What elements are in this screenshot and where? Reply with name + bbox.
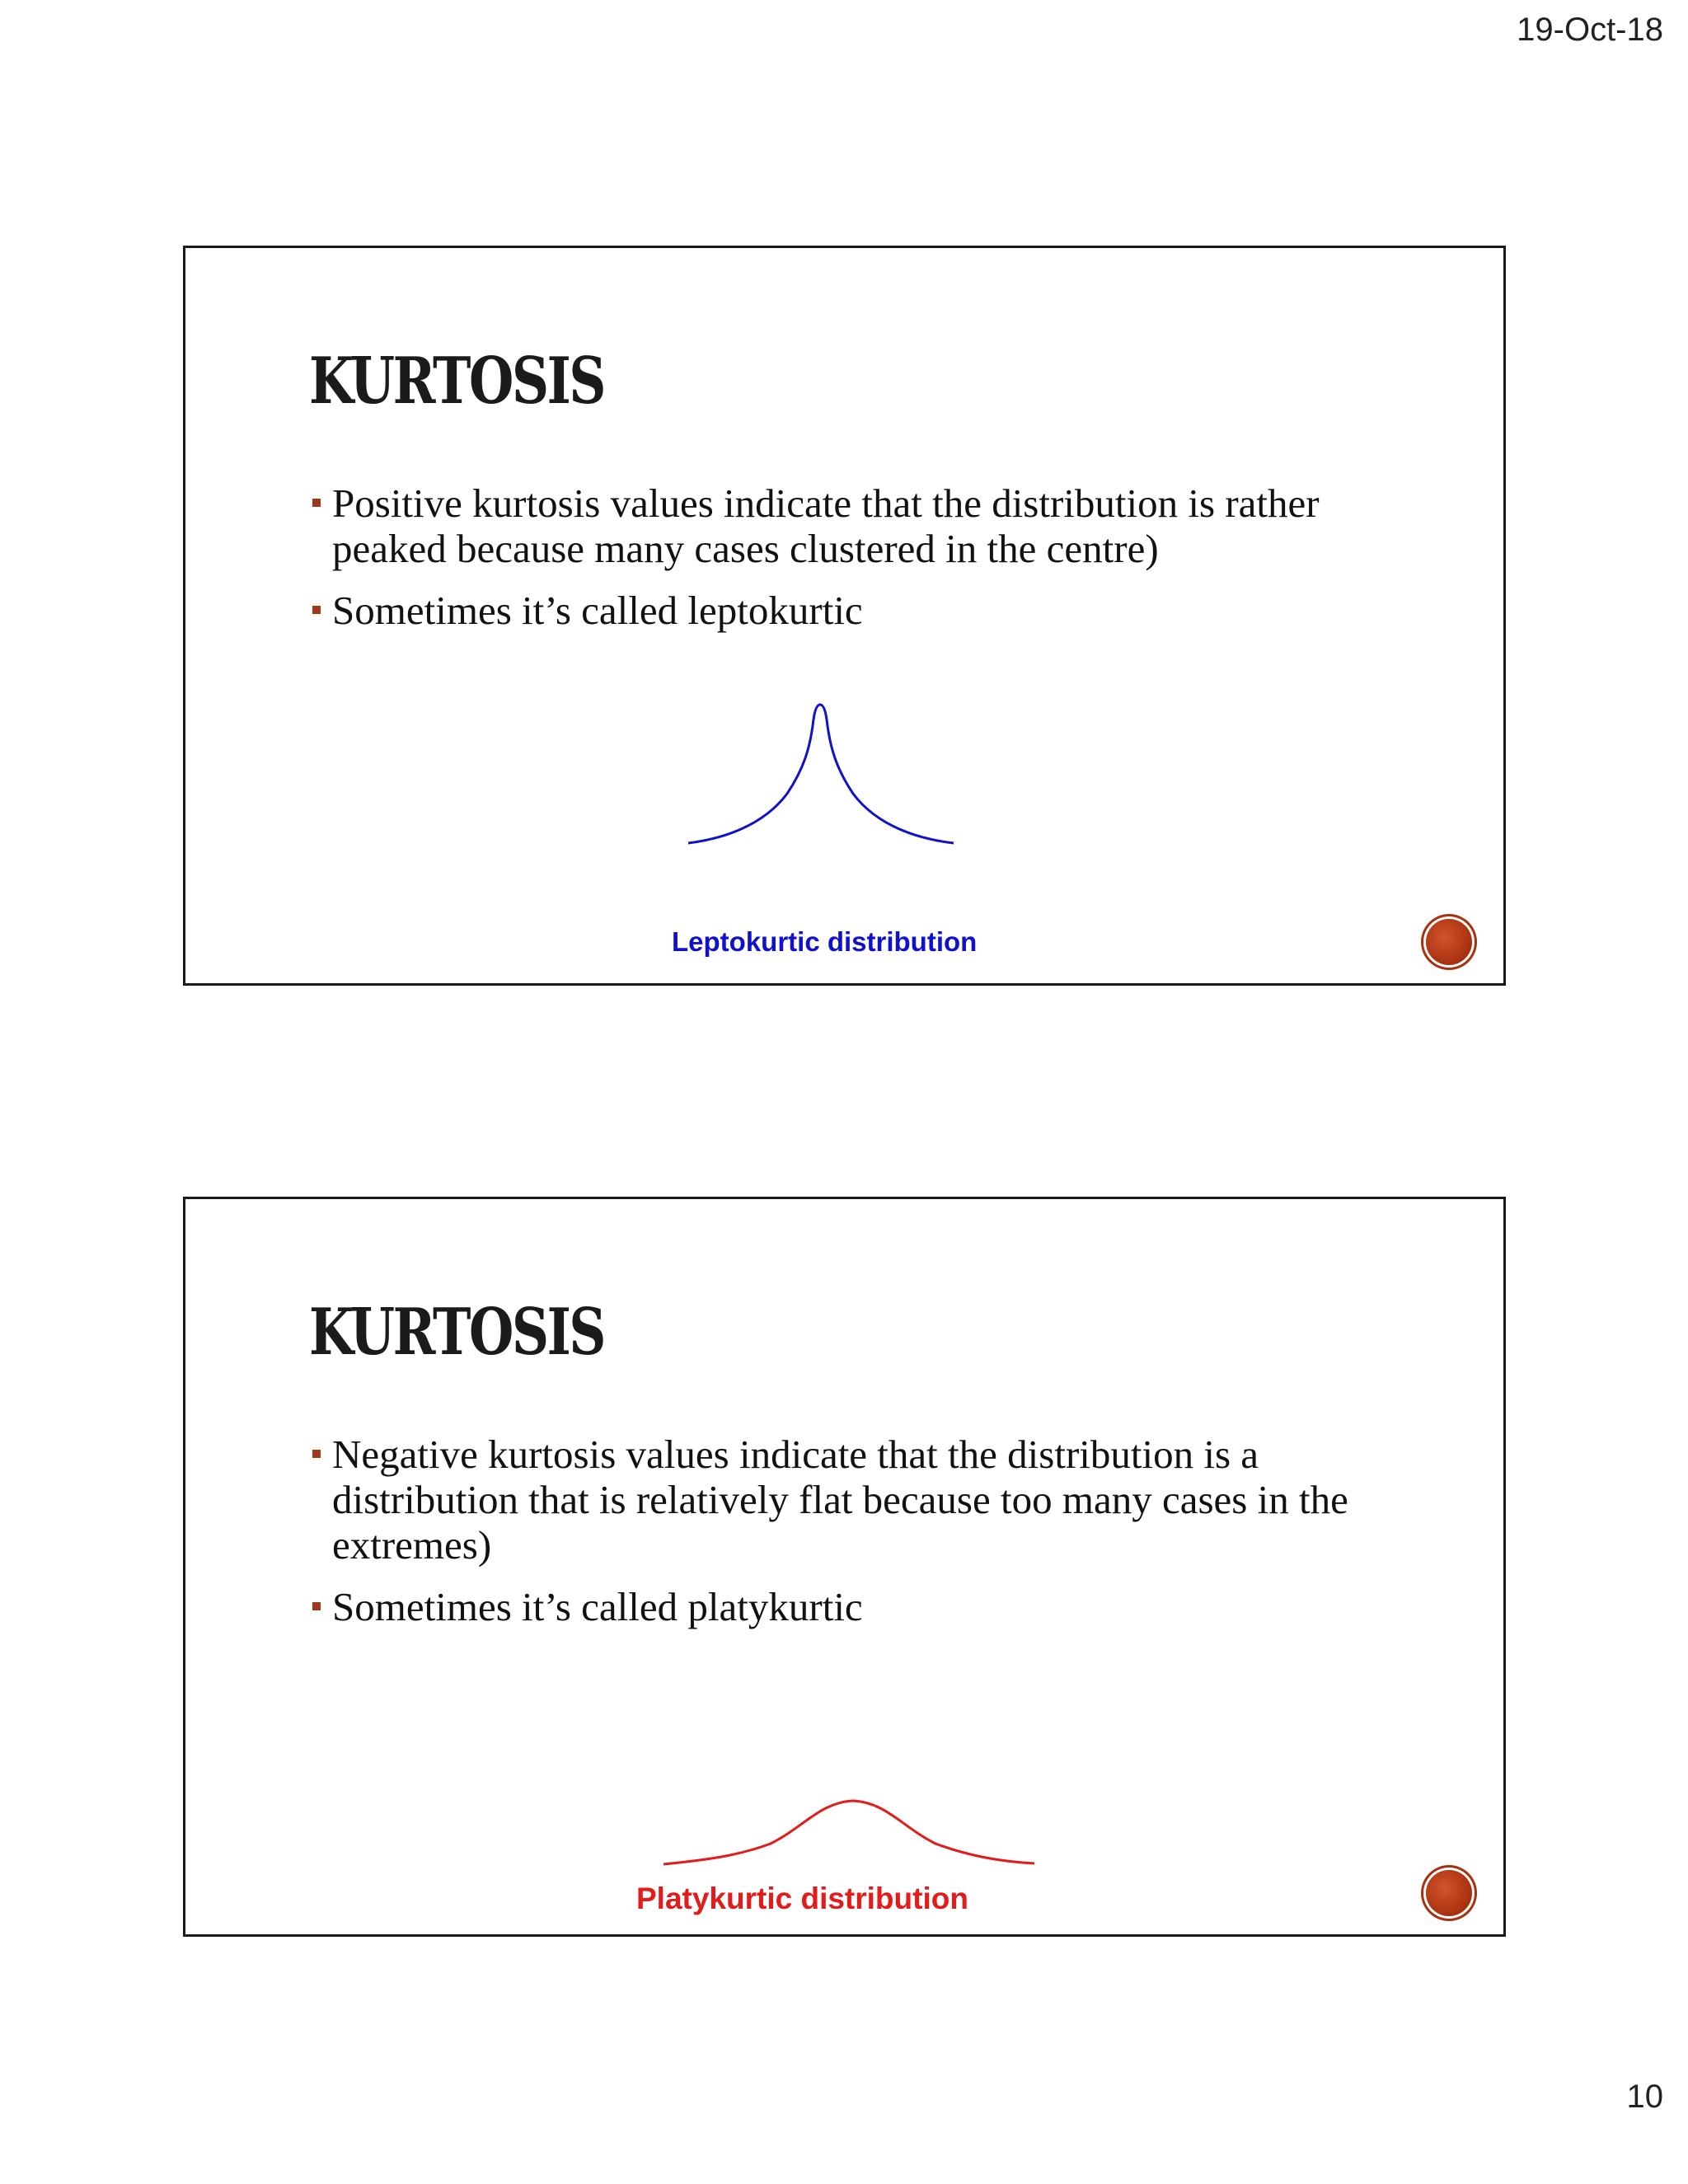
- leptokurtic-curve-path: [688, 705, 954, 843]
- slide-platykurtic: [183, 1197, 1506, 1937]
- bullet-text: Negative kurtosis values indicate that the distribution is a distribution that is relatively flat because too many cases in the extremes): [332, 1432, 1348, 1568]
- bullet-text: Sometimes it’s called leptokurtic: [332, 588, 863, 633]
- bullet-text: Positive kurtosis values indicate that the distribution is rather peaked because many cases clustered in the centre): [332, 480, 1320, 571]
- bullet-item: [312, 480, 1417, 571]
- slide-badge-icon: [1426, 919, 1472, 965]
- bullet-item: [312, 588, 1417, 633]
- bullet-item: [312, 1584, 1417, 1629]
- platykurtic-curve: [647, 1786, 1043, 1868]
- slide-leptokurtic: [183, 246, 1506, 986]
- platykurtic-curve-path: [663, 1801, 1034, 1864]
- slide-title: KURTOSIS: [309, 344, 605, 419]
- figure-label: Leptokurtic distribution: [672, 926, 978, 957]
- square-bullet-icon: [312, 499, 321, 507]
- square-bullet-icon: [312, 1602, 321, 1610]
- bullet-item: [312, 1432, 1417, 1568]
- page-number: 10: [1626, 2079, 1663, 2115]
- square-bullet-icon: [312, 606, 321, 614]
- bullet-text: Sometimes it’s called platykurtic: [332, 1584, 863, 1629]
- slide-badge-icon: [1426, 1870, 1472, 1916]
- leptokurtic-curve: [688, 703, 968, 847]
- bullet-list: [312, 1432, 1417, 1646]
- bullet-list: [312, 480, 1417, 649]
- square-bullet-icon: [312, 1450, 321, 1458]
- figure-label: Platykurtic distribution: [636, 1882, 968, 1915]
- page-date: 19-Oct-18: [1517, 12, 1663, 48]
- slide-title: KURTOSIS: [309, 1295, 605, 1370]
